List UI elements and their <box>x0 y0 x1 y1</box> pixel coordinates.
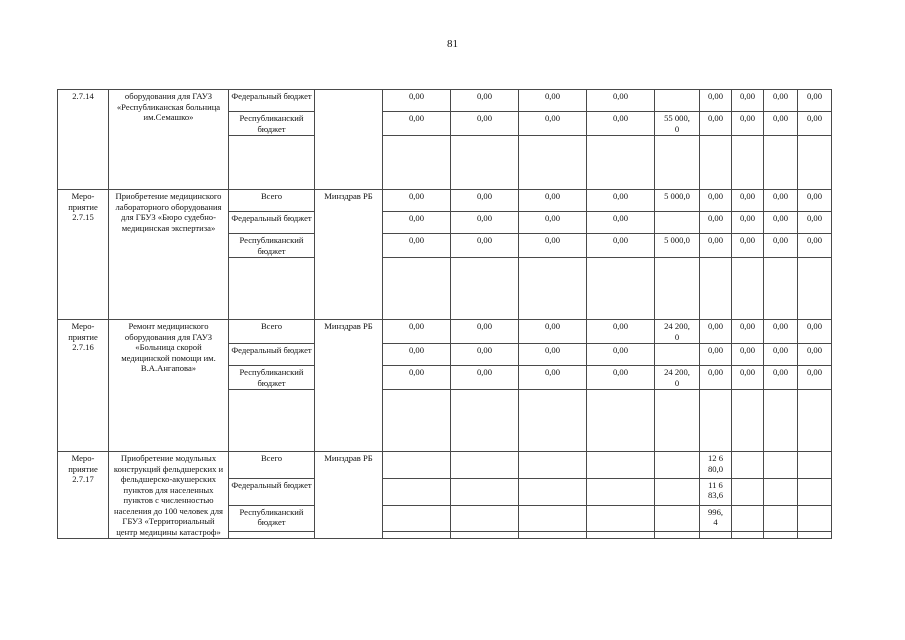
value-cell: 0,00 <box>798 234 832 258</box>
value-cell: 0,00 <box>732 190 764 212</box>
funding-source: Республиканский бюджет <box>229 234 315 258</box>
value-cell <box>798 452 832 479</box>
value-cell <box>383 478 451 505</box>
empty-cell <box>655 532 700 539</box>
value-cell: 11 6 83,6 <box>700 478 732 505</box>
empty-cell <box>655 136 700 190</box>
value-cell <box>587 478 655 505</box>
value-cell: 0,00 <box>798 112 832 136</box>
measure-code: Меро- приятие 2.7.15 <box>58 190 109 320</box>
measure-name: Ремонт медицинского оборудования для ГАУЗ «Больница скорой медицинской помощи им. В.А.Ангапова» <box>109 320 229 452</box>
value-cell <box>655 90 700 112</box>
executor: Минздрав РБ <box>315 190 383 320</box>
value-cell: 0,00 <box>451 344 519 366</box>
value-cell <box>655 478 700 505</box>
empty-cell <box>764 258 798 320</box>
value-cell <box>764 478 798 505</box>
measure-name: Приобретение медицинского лабораторного оборудования для ГБУЗ «Бюро судебно-медицинская экспертиза» <box>109 190 229 320</box>
value-cell: 0,00 <box>587 366 655 390</box>
empty-cell <box>798 390 832 452</box>
measure-name: оборудования для ГАУЗ «Республиканская больница им.Семашко» <box>109 90 229 190</box>
value-cell: 0,00 <box>764 212 798 234</box>
empty-cell <box>587 258 655 320</box>
value-cell: 0,00 <box>587 112 655 136</box>
value-cell <box>732 452 764 479</box>
value-cell: 996, 4 <box>700 505 732 532</box>
value-cell: 0,00 <box>519 320 587 344</box>
value-cell: 5 000,0 <box>655 190 700 212</box>
table-row <box>58 452 832 479</box>
empty-cell <box>655 258 700 320</box>
value-cell: 0,00 <box>700 366 732 390</box>
measure-code: Меро- приятие 2.7.17 <box>58 452 109 539</box>
value-cell: 0,00 <box>732 212 764 234</box>
value-cell <box>587 452 655 479</box>
empty-cell <box>798 532 832 539</box>
empty-cell <box>732 532 764 539</box>
value-cell: 0,00 <box>519 112 587 136</box>
value-cell: 0,00 <box>700 112 732 136</box>
value-cell: 0,00 <box>764 112 798 136</box>
value-cell: 0,00 <box>798 366 832 390</box>
value-cell: 0,00 <box>798 190 832 212</box>
funding-source: Республиканский бюджет <box>229 366 315 390</box>
value-cell <box>451 452 519 479</box>
value-cell <box>587 505 655 532</box>
empty-cell <box>732 390 764 452</box>
value-cell <box>764 452 798 479</box>
value-cell: 0,00 <box>732 90 764 112</box>
value-cell: 0,00 <box>519 190 587 212</box>
executor <box>315 90 383 190</box>
value-cell <box>451 478 519 505</box>
funding-source: Федеральный бюджет <box>229 344 315 366</box>
value-cell: 0,00 <box>700 344 732 366</box>
value-cell: 0,00 <box>451 234 519 258</box>
empty-cell <box>700 258 732 320</box>
table-row <box>58 90 832 112</box>
value-cell: 0,00 <box>383 112 451 136</box>
value-cell: 24 200, 0 <box>655 366 700 390</box>
value-cell: 5 000,0 <box>655 234 700 258</box>
empty-cell <box>383 258 451 320</box>
empty-cell <box>451 258 519 320</box>
executor: Минздрав РБ <box>315 320 383 452</box>
empty-cell <box>229 390 315 452</box>
empty-cell <box>700 390 732 452</box>
empty-cell <box>587 390 655 452</box>
empty-cell <box>229 258 315 320</box>
funding-source: Республиканский бюджет <box>229 505 315 532</box>
executor: Минздрав РБ <box>315 452 383 539</box>
empty-cell <box>519 532 587 539</box>
value-cell: 0,00 <box>764 190 798 212</box>
value-cell <box>655 505 700 532</box>
empty-cell <box>451 532 519 539</box>
value-cell: 0,00 <box>383 366 451 390</box>
value-cell: 0,00 <box>587 234 655 258</box>
value-cell: 0,00 <box>798 320 832 344</box>
funding-source: Всего <box>229 190 315 212</box>
empty-cell <box>764 390 798 452</box>
value-cell: 0,00 <box>700 320 732 344</box>
value-cell: 0,00 <box>732 234 764 258</box>
value-cell <box>798 478 832 505</box>
value-cell <box>732 505 764 532</box>
empty-cell <box>798 258 832 320</box>
value-cell <box>451 505 519 532</box>
empty-cell <box>229 136 315 190</box>
budget-table <box>57 89 832 539</box>
table-row <box>58 320 832 344</box>
value-cell: 0,00 <box>798 90 832 112</box>
value-cell <box>764 505 798 532</box>
value-cell: 0,00 <box>700 190 732 212</box>
empty-cell <box>764 532 798 539</box>
value-cell: 0,00 <box>383 90 451 112</box>
value-cell: 0,00 <box>764 344 798 366</box>
value-cell: 0,00 <box>587 212 655 234</box>
empty-cell <box>764 136 798 190</box>
value-cell: 0,00 <box>700 212 732 234</box>
value-cell: 0,00 <box>451 366 519 390</box>
empty-cell <box>451 136 519 190</box>
value-cell: 0,00 <box>451 190 519 212</box>
empty-cell <box>732 258 764 320</box>
value-cell: 0,00 <box>383 212 451 234</box>
funding-source: Всего <box>229 452 315 479</box>
value-cell <box>519 505 587 532</box>
value-cell: 0,00 <box>451 320 519 344</box>
value-cell: 0,00 <box>519 344 587 366</box>
value-cell: 12 6 80,0 <box>700 452 732 479</box>
value-cell: 0,00 <box>519 90 587 112</box>
value-cell: 0,00 <box>383 320 451 344</box>
value-cell: 0,00 <box>383 190 451 212</box>
value-cell: 0,00 <box>383 344 451 366</box>
value-cell: 0,00 <box>587 90 655 112</box>
funding-source: Всего <box>229 320 315 344</box>
measure-name: Приобретение модульных конструкций фельдшерских и фельдшерско-акушерских пунктов для населенных пунктов с численностью населения до 100 человек для ГБУЗ «Территориальный центр медицины катастроф» <box>109 452 229 539</box>
value-cell: 0,00 <box>519 234 587 258</box>
funding-source: Республиканский бюджет <box>229 112 315 136</box>
value-cell: 0,00 <box>764 90 798 112</box>
value-cell: 0,00 <box>732 112 764 136</box>
table-row <box>58 190 832 212</box>
value-cell: 0,00 <box>764 366 798 390</box>
value-cell: 0,00 <box>451 212 519 234</box>
value-cell: 0,00 <box>764 320 798 344</box>
value-cell: 0,00 <box>732 366 764 390</box>
empty-cell <box>383 390 451 452</box>
value-cell <box>383 505 451 532</box>
measure-code: Меро- приятие 2.7.16 <box>58 320 109 452</box>
empty-cell <box>700 136 732 190</box>
value-cell <box>519 478 587 505</box>
value-cell: 0,00 <box>451 112 519 136</box>
measure-code: 2.7.14 <box>58 90 109 190</box>
value-cell <box>655 452 700 479</box>
value-cell: 0,00 <box>451 90 519 112</box>
value-cell <box>655 344 700 366</box>
empty-cell <box>587 532 655 539</box>
empty-cell <box>519 136 587 190</box>
value-cell: 24 200, 0 <box>655 320 700 344</box>
value-cell <box>519 452 587 479</box>
empty-cell <box>451 390 519 452</box>
empty-cell <box>700 532 732 539</box>
value-cell: 0,00 <box>383 234 451 258</box>
value-cell: 0,00 <box>764 234 798 258</box>
value-cell: 0,00 <box>700 90 732 112</box>
value-cell: 0,00 <box>798 344 832 366</box>
empty-cell <box>519 258 587 320</box>
value-cell: 0,00 <box>732 320 764 344</box>
value-cell: 0,00 <box>732 344 764 366</box>
empty-cell <box>229 532 315 539</box>
empty-cell <box>587 136 655 190</box>
value-cell <box>655 212 700 234</box>
funding-source: Федеральный бюджет <box>229 478 315 505</box>
value-cell: 0,00 <box>519 212 587 234</box>
value-cell <box>383 452 451 479</box>
value-cell: 0,00 <box>798 212 832 234</box>
empty-cell <box>519 390 587 452</box>
value-cell: 0,00 <box>587 320 655 344</box>
value-cell: 55 000, 0 <box>655 112 700 136</box>
empty-cell <box>732 136 764 190</box>
empty-cell <box>383 136 451 190</box>
page-number: 81 <box>447 38 458 50</box>
value-cell: 0,00 <box>700 234 732 258</box>
value-cell <box>732 478 764 505</box>
funding-source: Федеральный бюджет <box>229 90 315 112</box>
value-cell <box>798 505 832 532</box>
value-cell: 0,00 <box>519 366 587 390</box>
value-cell: 0,00 <box>587 344 655 366</box>
value-cell: 0,00 <box>587 190 655 212</box>
empty-cell <box>798 136 832 190</box>
empty-cell <box>383 532 451 539</box>
funding-source: Федеральный бюджет <box>229 212 315 234</box>
empty-cell <box>655 390 700 452</box>
